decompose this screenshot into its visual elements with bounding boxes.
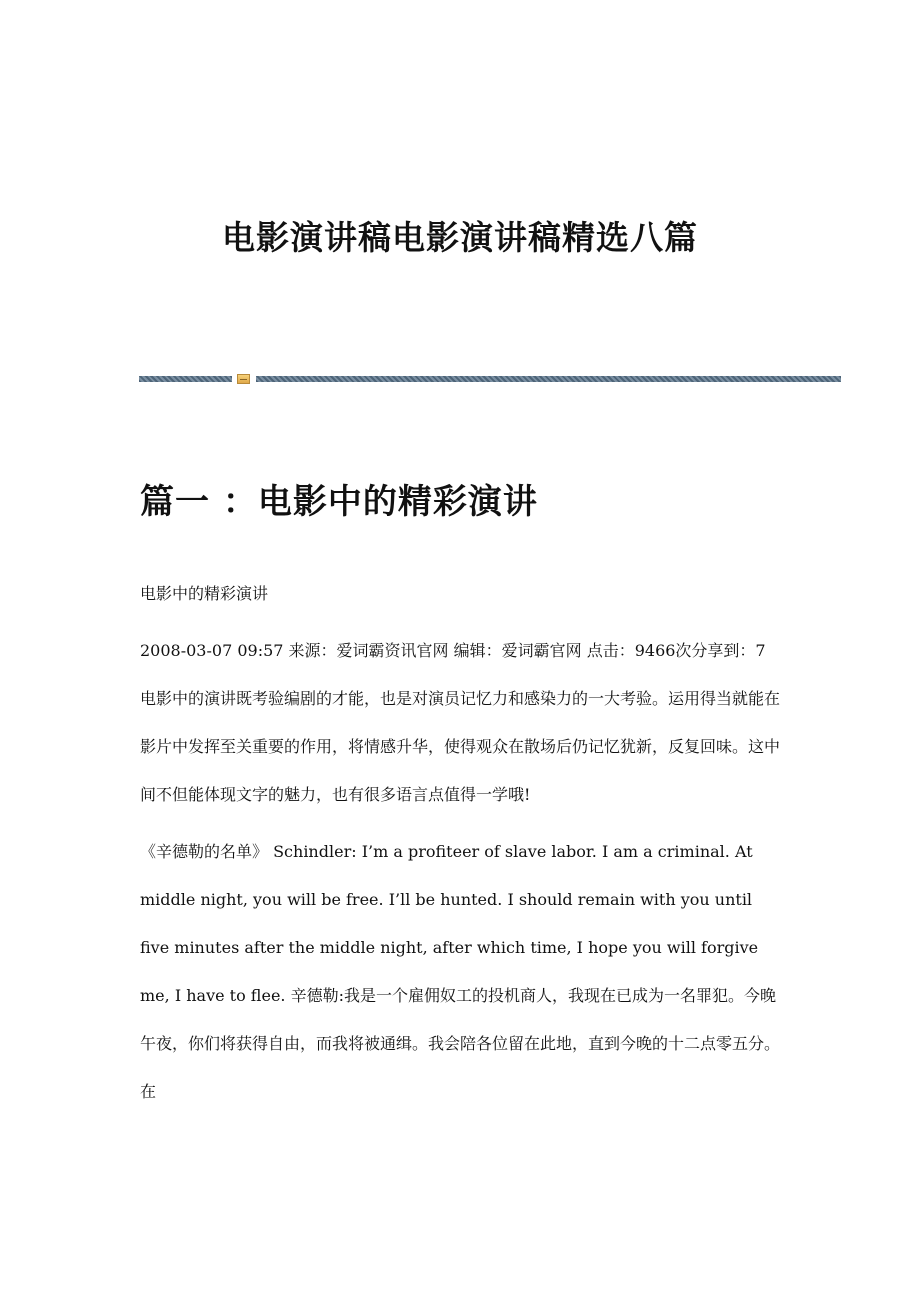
document-title: 电影演讲稿电影演讲稿精选八篇 [222, 218, 698, 257]
divider-bar-left [139, 376, 232, 382]
paragraph-schindler: 《辛德勒的名单》 Schindler: I’m a profiteer of slave labor. I am a criminal. At middle night, you will be free. I’ll be hunted. I should remain with you until five minutes after the middle night, after which time, I hope you will forgive me, I have to flee. 辛德勒:我是一个雇佣奴工的投机商人，我现在已成为一名罪犯。今晚午夜，你们将获得自由，而我将被通缉。我会陪各位留在此地，直到今晚的十二点零五分。在 [140, 842, 781, 1101]
paragraph-intro: 2008-03-07 09:57 来源：爱词霸资讯官网 编辑：爱词霸官网 点击：9466次分享到：7 电影中的演讲既考验编剧的才能，也是对演员记忆力和感染力的一大考验。运用得当就能在影片中发挥至关重要的作用，将情感升华，使得观众在散场后仍记忆犹新，反复回味。这中间不但能体现文字的魅力，也有很多语言点值得一学哦! [140, 641, 781, 804]
title-divider [139, 374, 841, 384]
paragraph-subtitle: 电影中的精彩演讲 [140, 584, 269, 603]
section-heading: 篇一 ：电影中的精彩演讲 [140, 482, 538, 522]
divider-bar-right [256, 376, 841, 382]
body-text [140, 570, 780, 1125]
divider-ornament-icon [237, 374, 250, 384]
